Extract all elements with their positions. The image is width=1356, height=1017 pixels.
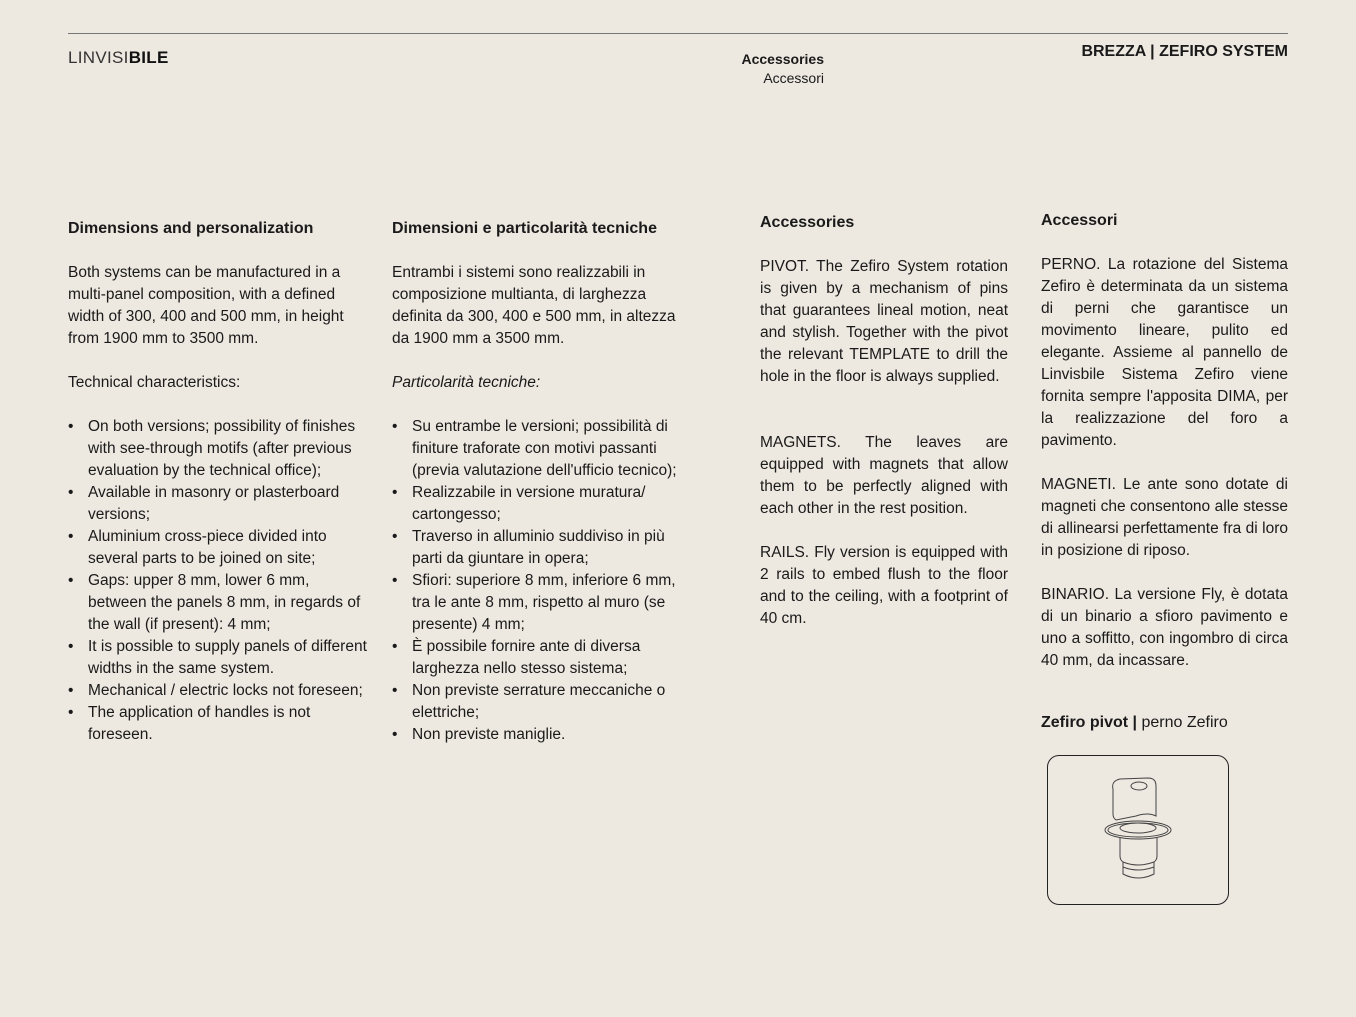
rails-paragraph: RAILS. Fly version is equipped with 2 rails to embed flush to the floor and to the ceiling, with a footprint of 40 cm. [760, 544, 1008, 627]
list-item: • It is possible to supply panels of different widths in the same system. [68, 636, 370, 680]
list-item: • Traverso in alluminio suddiviso in più parti da giuntare in opera; [392, 526, 690, 570]
section-title [700, 50, 824, 88]
list-item: • Non previste maniglie. [392, 724, 690, 746]
bullet-list [392, 416, 690, 746]
column-accessories-en [760, 212, 1008, 652]
list-item: • Non previste serrature meccaniche o elettriche; [392, 680, 690, 724]
list-item: • On both versions; possibility of finishes with see-through motifs (after previous evaluation by the technical office); [68, 416, 370, 482]
bullet-list [68, 416, 370, 746]
list-item: • Available in masonry or plasterboard versions; [68, 482, 370, 526]
brand-title: BREZZA | ZEFIRO SYSTEM [1081, 43, 1288, 60]
section-title-it: Accessori [763, 70, 824, 86]
caption-en: Zefiro pivot | [1041, 714, 1138, 731]
figure-caption [1041, 714, 1228, 732]
pivot-paragraph: PERNO. La rotazione del Sistema Zefiro è determinata da un sistema di perni che garantisce un movimento lineare, pulito ed elegante. Assieme al pannello de Linvisbile Sistema Zefiro viene fornita sempre l'apposita DIMA, per la realizzazione del foro a pavimento. [1041, 256, 1288, 449]
heading: Accessori [1041, 212, 1118, 229]
list-item: • È possibile fornire ante di diversa larghezza nello stesso sistema; [392, 636, 690, 680]
list-item: • The application of handles is not foreseen. [68, 702, 370, 746]
list-item: • Mechanical / electric locks not foreseen; [68, 680, 370, 702]
pivot-paragraph: PIVOT. The Zefiro System rotation is given by a mechanism of pins that guarantees lineal motion, neat and stylish. Together with the pivot the relevant TEMPLATE to drill the hole in the floor is always supplied. [760, 258, 1008, 385]
list-item: • Realizzabile in versione muratura/ cartongesso; [392, 482, 690, 526]
heading: Dimensioni e particolarità tecniche [392, 220, 657, 237]
magnets-paragraph: MAGNETS. The leaves are equipped with magnets that allow them to be perfectly aligned with each other in the rest position. [760, 434, 1008, 517]
column-dimensions-en [68, 218, 370, 746]
caption-it: perno Zefiro [1137, 714, 1228, 731]
column-accessories-it [1041, 210, 1288, 694]
logo-bold: BILE [128, 48, 169, 67]
column-dimensions-it [392, 218, 690, 746]
rails-paragraph: BINARIO. La versione Fly, è dotata di un binario a sfioro pavimento e uno a soffitto, con ingombro di circa 40 mm, da incassare. [1041, 586, 1288, 669]
heading: Dimensions and personalization [68, 220, 314, 237]
intro: Entrambi i sistemi sono realizzabili in composizione multianta, di larghezza definita da 300, 400 e 500 mm, in altezza da 1900 mm a 3500 mm. [392, 264, 676, 347]
list-item: • Sfiori: superiore 8 mm, inferiore 6 mm, tra le ante 8 mm, rispetto al muro (se presente) 4 mm; [392, 570, 690, 636]
list-item: • Gaps: upper 8 mm, lower 6 mm, between the panels 8 mm, in regards of the wall (if present): 4 mm; [68, 570, 370, 636]
pivot-image [1047, 755, 1229, 905]
subtitle: Technical characteristics: [68, 374, 241, 391]
intro: Both systems can be manufactured in a multi-panel composition, with a defined width of 300, 400 and 500 mm, in height from 1900 mm to 3500 mm. [68, 264, 344, 347]
list-item: • Aluminium cross-piece divided into several parts to be joined on site; [68, 526, 370, 570]
subtitle: Particolarità tecniche: [392, 374, 541, 391]
pivot-icon [1048, 756, 1228, 904]
section-title-en: Accessories [741, 51, 824, 67]
header-rule [68, 33, 1288, 34]
list-item: • Su entrambe le versioni; possibilità di finiture traforate con motivi passanti (previa valutazione dell'ufficio tecnico); [392, 416, 690, 482]
heading: Accessories [760, 214, 855, 231]
logo [68, 48, 169, 68]
logo-light: LINVISI [68, 48, 129, 67]
magnets-paragraph: MAGNETI. Le ante sono dotate di magneti che consentono alle stesse di allinearsi perfettamente fra di loro in posizione di riposo. [1041, 476, 1288, 559]
